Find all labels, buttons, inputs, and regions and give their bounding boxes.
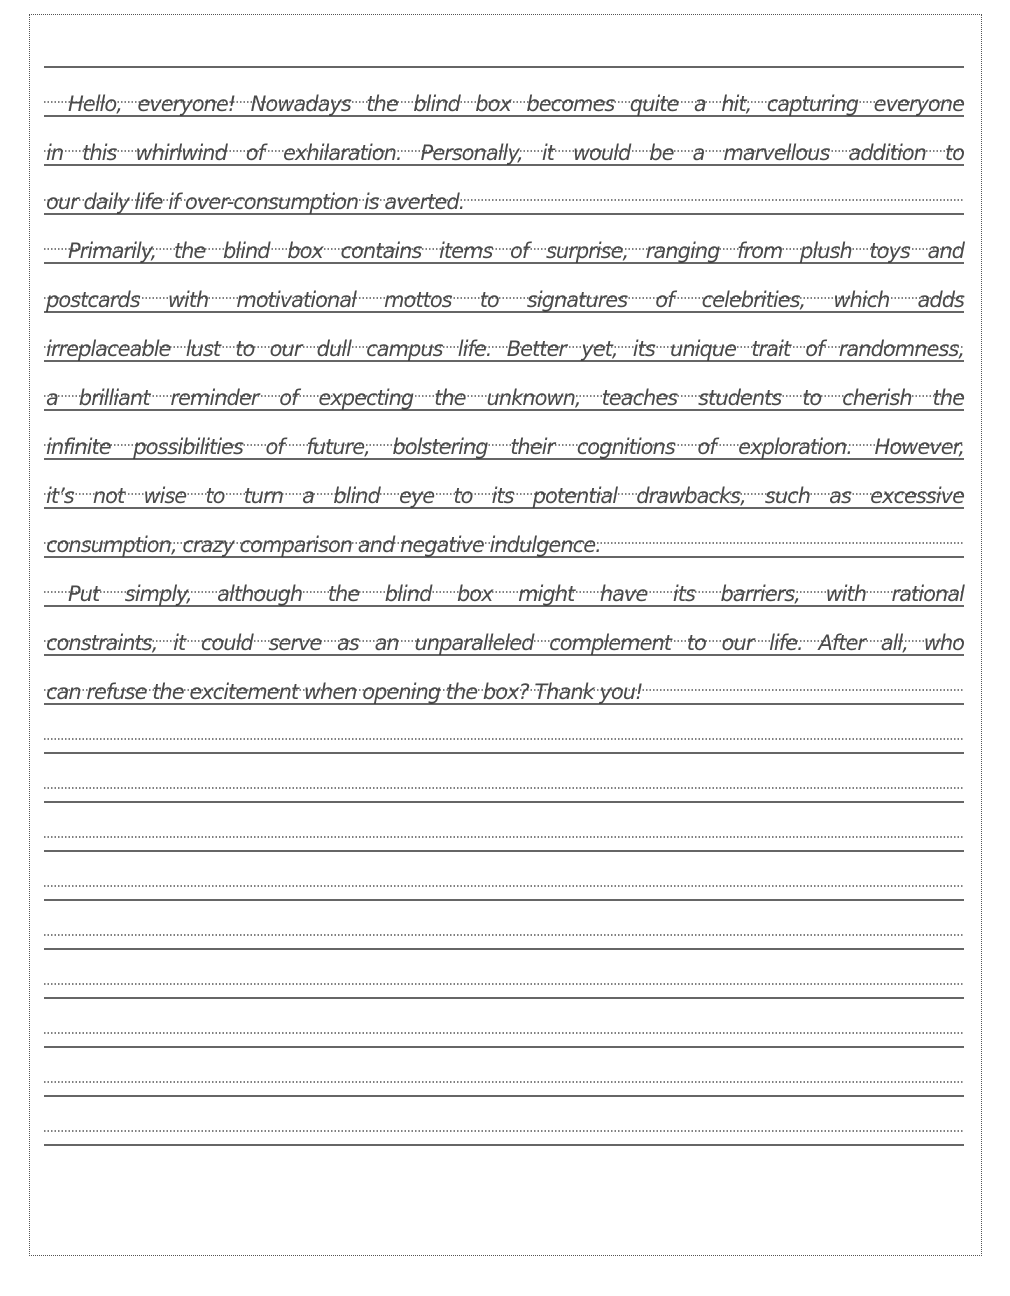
text-line: our daily life if over-consumption is averted. <box>46 190 465 214</box>
practice-sheet <box>29 14 982 1256</box>
text-line: it’s not wise to turn a blind eye to its potential drawbacks, such as excessive <box>46 484 964 508</box>
text-line: constraints, it could serve as an unparalleled complement to our life. After all, who <box>46 631 964 655</box>
text-line: can refuse the excitement when opening the box? Thank you! <box>46 680 643 704</box>
text-line: Primarily, the blind box contains items of surprise, ranging from plush toys and <box>68 239 964 263</box>
text-line: irreplaceable lust to our dull campus life. Better yet, its unique trait of randomness, <box>46 337 964 361</box>
text-line: infinite possibilities of future, bolstering their cognitions of exploration. However, <box>46 435 964 459</box>
text-line: Put simply, although the blind box might have its barriers, with rational <box>68 582 964 606</box>
text-line: in this whirlwind of exhilaration. Personally, it would be a marvellous addition to <box>46 141 964 165</box>
text-line: a brilliant reminder of expecting the unknown, teaches students to cherish the <box>46 386 964 410</box>
text-line: Hello, everyone! Nowadays the blind box becomes quite a hit, capturing everyone <box>68 92 964 116</box>
text-line: consumption, crazy comparison and negative indulgence. <box>46 533 601 557</box>
text-line: postcards with motivational mottos to signatures of celebrities, which adds <box>46 288 964 312</box>
